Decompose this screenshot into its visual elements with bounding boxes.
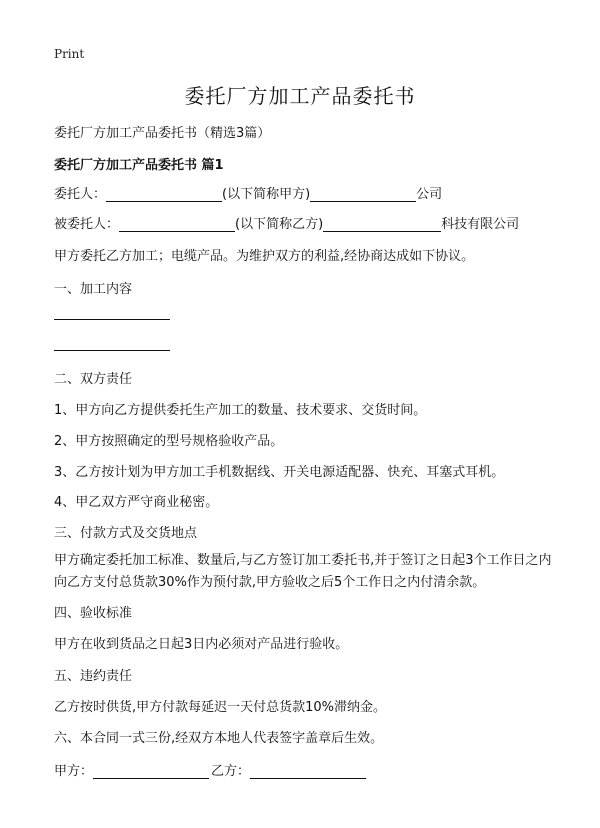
list-item: 2、甲方按照确定的型号规格验收产品。 <box>54 434 284 449</box>
blank-line-1 <box>54 319 170 320</box>
blank-line-2 <box>54 350 170 351</box>
document-subtitle: 委托厂方加工产品委托书（精选3篇） <box>54 126 271 141</box>
section-4-text: 甲方在收到货品之日起3日内必须对产品进行验收。 <box>54 637 349 652</box>
section-2-title: 二、双方责任 <box>54 372 133 387</box>
section-5-text: 乙方按时供货,甲方付款每延迟一天付总货款10%滞纳金。 <box>54 700 387 715</box>
section-6-text: 六、本合同一式三份,经双方本地人代表签字盖章后生效。 <box>54 731 384 746</box>
contractor-suffix: 科技有限公司 <box>441 217 520 232</box>
client-line <box>54 183 442 202</box>
client-alias: (以下简称甲方) <box>222 187 311 202</box>
section-heading: 委托厂方加工产品委托书 篇1 <box>54 158 224 173</box>
client-name-blank <box>106 187 222 202</box>
section-3-title: 三、付款方式及交货地点 <box>54 526 198 541</box>
section-5-title: 五、违约责任 <box>54 669 133 684</box>
party-b-blank <box>250 764 366 779</box>
signature-line <box>54 760 366 779</box>
party-b-label: 乙方： <box>211 764 251 779</box>
print-label: Print <box>54 47 85 61</box>
client-label: 委托人： <box>54 187 107 202</box>
list-item: 4、甲乙双方严守商业秘密。 <box>54 495 219 510</box>
contractor-line <box>54 213 519 232</box>
party-a-blank <box>93 764 209 779</box>
list-item: 3、乙方按计划为甲方加工手机数据线、开关电源适配器、快充、耳塞式耳机。 <box>54 465 505 480</box>
client-suffix: 公司 <box>416 187 443 202</box>
party-a-label: 甲方： <box>54 764 94 779</box>
document-title: 委托厂方加工产品委托书 <box>184 84 416 108</box>
client-company-blank <box>310 187 416 202</box>
section-4-title: 四、验收标准 <box>54 606 133 621</box>
contractor-alias: (以下简称乙方) <box>235 217 324 232</box>
intro-text: 甲方委托乙方加工；电缆产品。为维护双方的利益,经协商达成如下协议。 <box>54 249 475 264</box>
section-1-title: 一、加工内容 <box>54 282 133 297</box>
section-3-text: 甲方确定委托加工标准、数量后,与乙方签订加工委托书,并于签订之日起3个工作日之内向乙方支付总货款30%作为预付款,甲方验收之后5个工作日之内付清余款。 <box>54 553 552 590</box>
contractor-name-blank <box>119 217 235 232</box>
contractor-label: 被委托人： <box>54 217 120 232</box>
list-item: 1、甲方向乙方提供委托生产加工的数量、技术要求、交货时间。 <box>54 403 427 418</box>
contractor-company-blank <box>323 217 441 232</box>
